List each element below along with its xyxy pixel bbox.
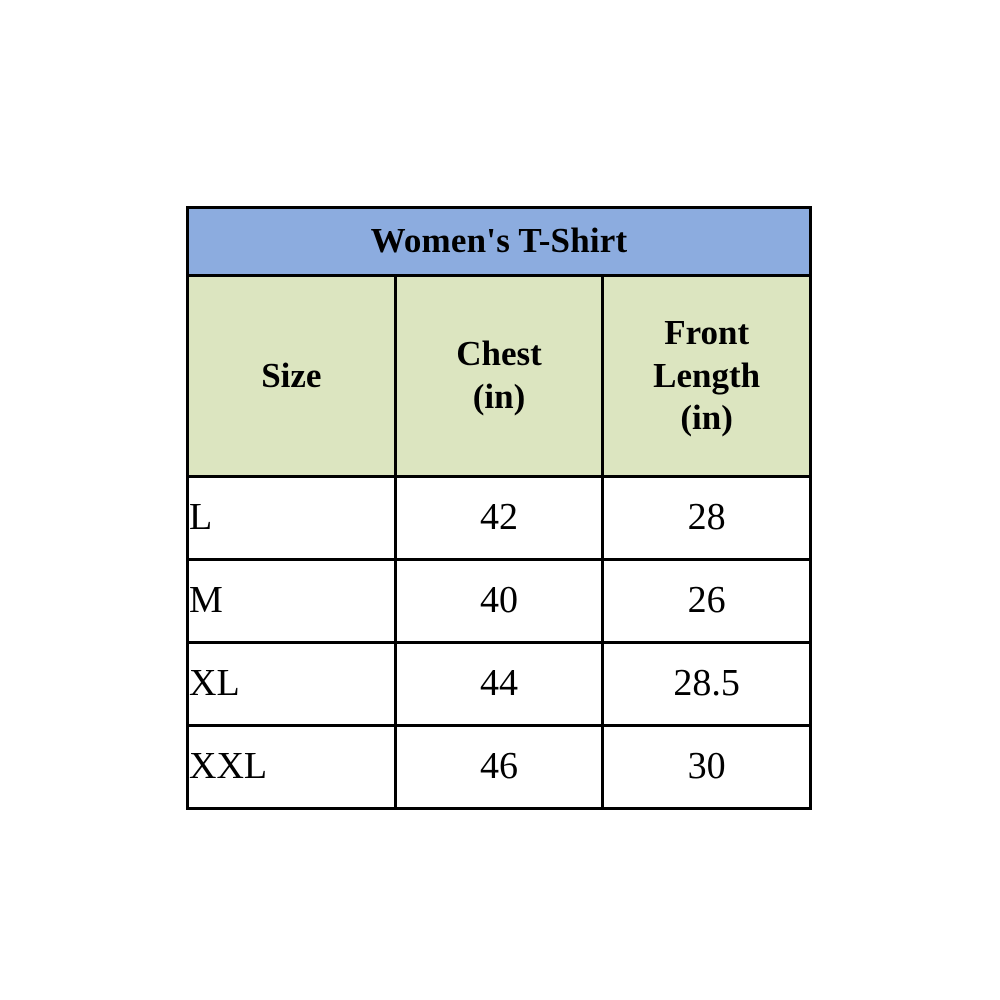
cell-chest: 40 [395, 560, 603, 643]
cell-chest: 46 [395, 726, 603, 809]
column-header-front-length [603, 276, 811, 477]
table-title: Women's T-Shirt [188, 208, 811, 276]
cell-front-length: 26 [603, 560, 811, 643]
column-header-front-length-line-1: Front [664, 312, 750, 352]
table-row [188, 726, 811, 809]
table-header-row [188, 276, 811, 477]
cell-size: M [188, 560, 396, 643]
cell-front-length: 28 [603, 477, 811, 560]
cell-chest: 44 [395, 643, 603, 726]
cell-chest: 42 [395, 477, 603, 560]
column-header-front-length-line-2: Length [653, 355, 761, 395]
column-header-front-length-line-3: (in) [680, 398, 733, 438]
column-header-chest-line-2: (in) [472, 377, 526, 416]
table-row [188, 560, 811, 643]
table-row [188, 643, 811, 726]
column-header-size [188, 276, 396, 477]
cell-size: XXL [188, 726, 396, 809]
table-title-row [188, 208, 811, 276]
column-header-chest-line-1: Chest [456, 334, 542, 374]
column-header-chest [395, 276, 603, 477]
cell-size: XL [188, 643, 396, 726]
size-chart-table [186, 206, 812, 810]
cell-front-length: 30 [603, 726, 811, 809]
cell-front-length: 28.5 [603, 643, 811, 726]
table-row [188, 477, 811, 560]
column-header-size-line-1: Size [261, 355, 322, 395]
cell-size: L [188, 477, 396, 560]
